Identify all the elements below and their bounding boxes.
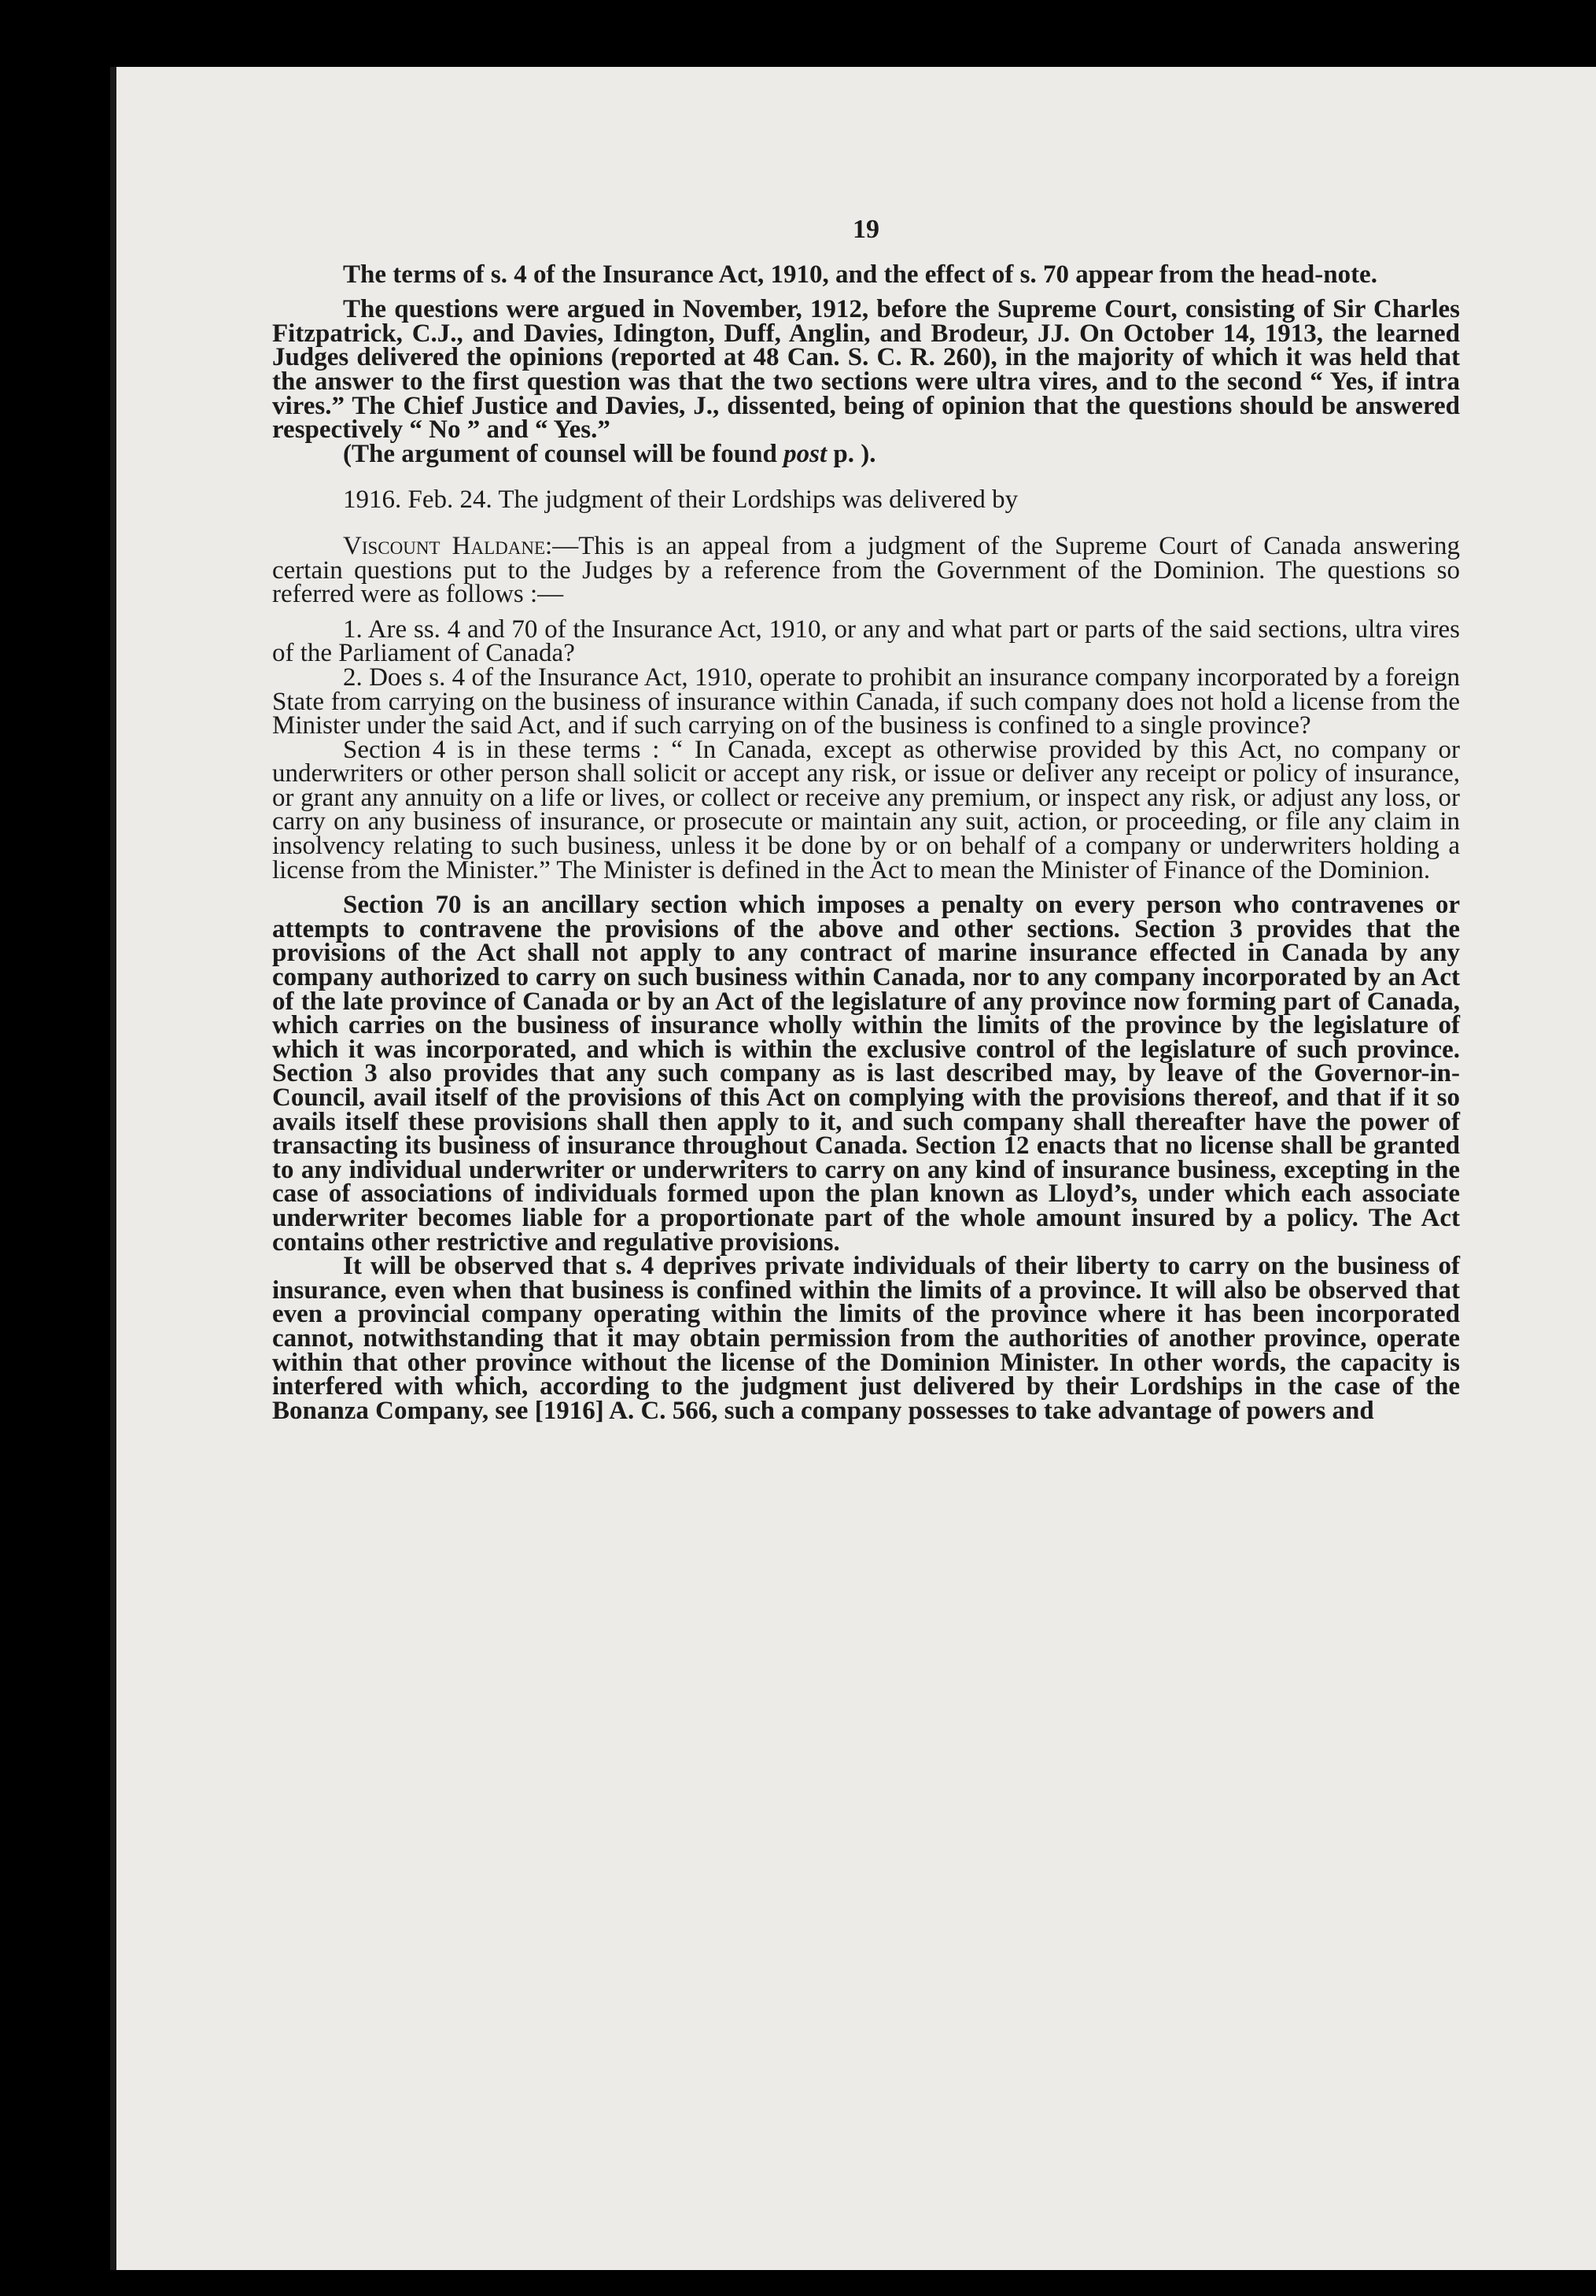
speaker-name: Viscount Haldane — [343, 531, 546, 560]
question-one: 1. Are ss. 4 and 70 of the Insurance Act, 1910, or any and what part or parts of the said sections, ultra vires of the Parliament of Canada? — [272, 615, 1460, 668]
question-two: 2. Does s. 4 of the Insurance Act, 1910, operate to prohibit an insurance company incorporated by a foreign State from carrying on the business of insurance within Canada, if such company does not hold a license from the Minister under the said Act, and if such carrying on of the business is confined to a single province? — [272, 663, 1460, 740]
counsel-note-text: (The argument of counsel will be found — [343, 439, 784, 468]
page-number: 19 — [853, 215, 879, 244]
paragraph-section-70: Section 70 is an ancillary section which imposes a penalty on every person who contravenes or attempts to contravene the provisions of the above and other sections. Section 3 provides that the provisions of the Act shall not apply to any contract of marine insurance effected in Canada by any company authorized to carry on such business within Canada, nor to any company incorporated by an Act of the late province of Canada or by an Act of the legislature of any province now forming part of Canada, which carries on the business of insurance wholly within the limits of the province by the legislature of which it was incorporated, and which is within the exclusive control of the legislature of such province. Section 3 also provides that any such company as is last described may, by leave of the Governor-in-Council, avail itself of the provisions of this Act on complying with the provisions thereof, and that if it so avails itself these provisions shall then apply to it, and such company shall thereafter have the power of transacting its business of insurance throughout Canada. Section 12 enacts that no license shall be granted to any individual underwriter or underwriters to carry on any kind of insurance business, excepting in the case of associations of individuals formed upon the plan known as Lloyd’s, under which each associate underwriter becomes liable for a proportionate part of the whole amount insured by a policy. The Act contains other restrictive and regulative provisions. — [272, 891, 1460, 1257]
paragraph-counsel-note — [272, 439, 1460, 468]
counsel-note-italic: post — [783, 439, 827, 468]
paragraph-section-4: Section 4 is in these terms : “ In Canada, except as otherwise provided by this Act, no company or underwriters or other person shall solicit or accept any risk, or issue or deliver any receipt or policy of insurance, or grant any annuity on a life or lives, or collect or receive any premium, or inspect any risk, or adjust any loss, or carry on any business of insurance, or prosecute or maintain any suit, action, or proceeding, or file any claim in insolvency relating to such business, unless it be done by or on behalf of a company or underwriters holding a license from the Minister.” The Minister is defined in the Act to mean the Minister of Finance of the Dominion. — [272, 735, 1460, 884]
page-content — [272, 215, 1460, 1425]
scanned-page — [110, 67, 1596, 2270]
opening-text: :—This is an appeal from a judgment of the Supreme Court of Canada answering certain questions put to the Judges by a reference from the Government of the Dominion. The questions so referred were as follows :— — [272, 531, 1460, 609]
counsel-note-end: p. ). — [827, 439, 876, 468]
paragraph-observation: It will be observed that s. 4 deprives private individuals of their liberty to carry on the business of insurance, even when that business is confined within the limits of a province. It will also be observed that even a provincial company operating within the limits of the province where it has been incorporated cannot, notwithstanding that it may obtain permission from the authorities of another province, operate within that other province without the license of the Dominion Minister. In other words, the capacity is interfered with which, according to the judgment just delivered by their Lordships in the case of the Bonanza Company, see [1916] A. C. 566, such a company possesses to take advantage of powers and — [272, 1252, 1460, 1425]
paragraph-judgment-date: 1916. Feb. 24. The judgment of their Lordships was delivered by — [343, 485, 1019, 515]
paragraph-head-note: The terms of s. 4 of the Insurance Act, 1910, and the effect of s. 70 appear from the head-note. — [343, 260, 1377, 289]
paragraph-argument-history: The questions were argued in November, 1912, before the Supreme Court, consisting of Sir Charles Fitzpatrick, C.J., and Davies, Idington, Duff, Anglin, and Brodeur, JJ. On October 14, 1913, the learned Judges delivered the opinions (reported at 48 Can. S. C. R. 260), in the majority of which it was held that the answer to the first question was that the two sections were ultra vires, and to the second “ Yes, if intra vires.” The Chief Justice and Davies, J., dissented, being of opinion that the questions should be answered respectively “ No ” and “ Yes.” — [272, 295, 1460, 445]
paragraph-opening — [272, 531, 1460, 609]
margin-rule — [110, 67, 116, 2270]
